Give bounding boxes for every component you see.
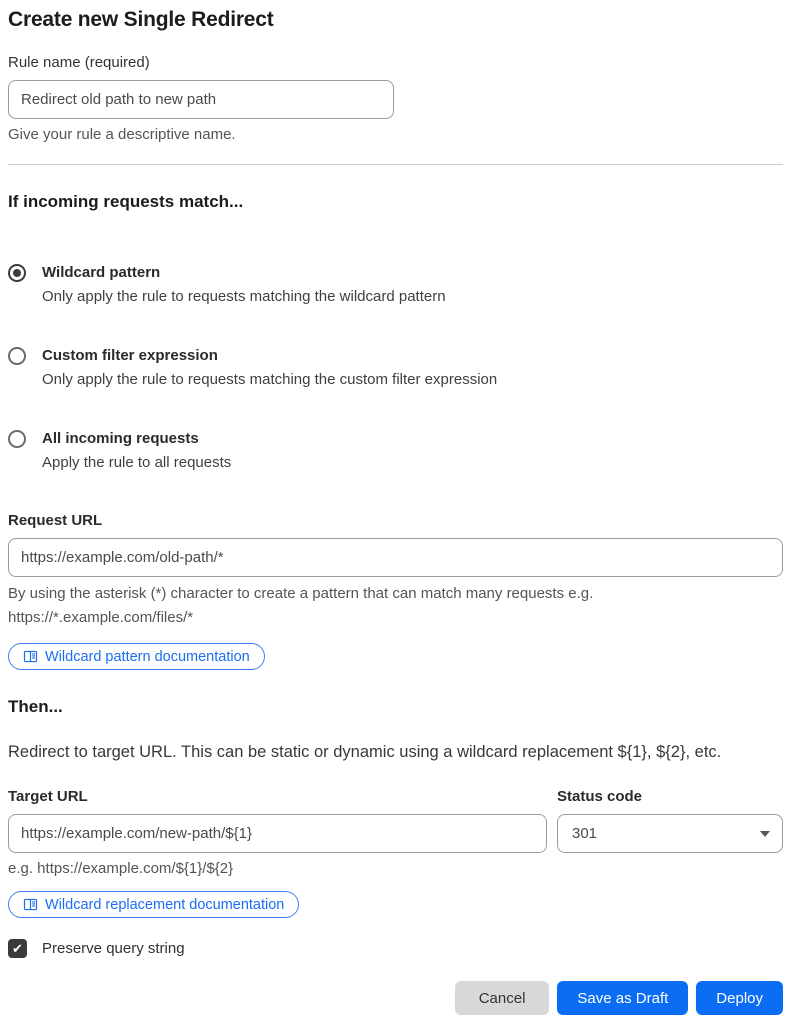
- checkbox-icon[interactable]: [8, 939, 27, 958]
- request-url-input[interactable]: [8, 538, 783, 577]
- status-code-label: Status code: [557, 788, 643, 805]
- cancel-button[interactable]: Cancel: [455, 981, 550, 1015]
- radio-option-wildcard-pattern[interactable]: [8, 263, 783, 307]
- radio-option-description: Only apply the rule to requests matching the wildcard pattern: [42, 288, 446, 305]
- match-section-heading: If incoming requests match...: [8, 192, 244, 211]
- request-url-helper-line1: By using the asterisk (*) character to create a pattern that can match many requests e.g.: [8, 585, 594, 602]
- doc-button-label: Wildcard pattern documentation: [45, 648, 250, 665]
- radio-option-label: Custom filter expression: [42, 347, 218, 364]
- radio-option-custom-filter-expression[interactable]: [8, 346, 783, 390]
- radio-option-description: Only apply the rule to requests matching the custom filter expression: [42, 371, 498, 388]
- target-url-status-code-row: [8, 763, 783, 878]
- wildcard-pattern-documentation-button[interactable]: [8, 643, 265, 670]
- request-url-label: Request URL: [8, 512, 103, 529]
- radio-option-description: Apply the rule to all requests: [42, 454, 232, 471]
- status-code-select[interactable]: [557, 814, 783, 853]
- radio-button-icon[interactable]: [8, 264, 26, 282]
- radio-option-all-incoming-requests[interactable]: [8, 429, 783, 473]
- then-section-heading: Then...: [8, 697, 63, 716]
- doc-button-label: Wildcard replacement documentation: [45, 896, 285, 913]
- book-icon: [23, 897, 38, 912]
- footer-actions: [8, 981, 783, 1015]
- preserve-query-string-label: Preserve query string: [42, 940, 185, 957]
- request-url-helper-line2: https://*.example.com/files/*: [8, 609, 194, 626]
- wildcard-replacement-documentation-button[interactable]: [8, 891, 299, 918]
- target-url-label: Target URL: [8, 788, 88, 805]
- rule-name-helper: Give your rule a descriptive name.: [8, 126, 236, 143]
- deploy-button[interactable]: Deploy: [696, 981, 783, 1015]
- radio-option-label: Wildcard pattern: [42, 264, 161, 281]
- save-as-draft-button[interactable]: Save as Draft: [557, 981, 688, 1015]
- section-divider: [8, 164, 783, 165]
- target-url-helper: e.g. https://example.com/${1}/${2}: [8, 860, 234, 877]
- chevron-down-icon: [760, 831, 770, 837]
- radio-button-icon[interactable]: [8, 347, 26, 365]
- request-url-helper: [8, 582, 783, 630]
- rule-name-label: Rule name (required): [8, 54, 150, 71]
- radio-option-label: All incoming requests: [42, 430, 199, 447]
- target-url-input[interactable]: [8, 814, 547, 853]
- preserve-query-string-row[interactable]: [8, 939, 783, 958]
- match-options-radio-group: [8, 263, 783, 473]
- page-title: Create new Single Redirect: [8, 8, 274, 31]
- book-icon: [23, 649, 38, 664]
- status-code-value: 301: [572, 825, 598, 842]
- radio-button-icon[interactable]: [8, 430, 26, 448]
- rule-name-input[interactable]: [8, 80, 394, 119]
- then-section-description: Redirect to target URL. This can be static or dynamic using a wildcard replacement ${1}, ${2}, etc.: [8, 743, 722, 761]
